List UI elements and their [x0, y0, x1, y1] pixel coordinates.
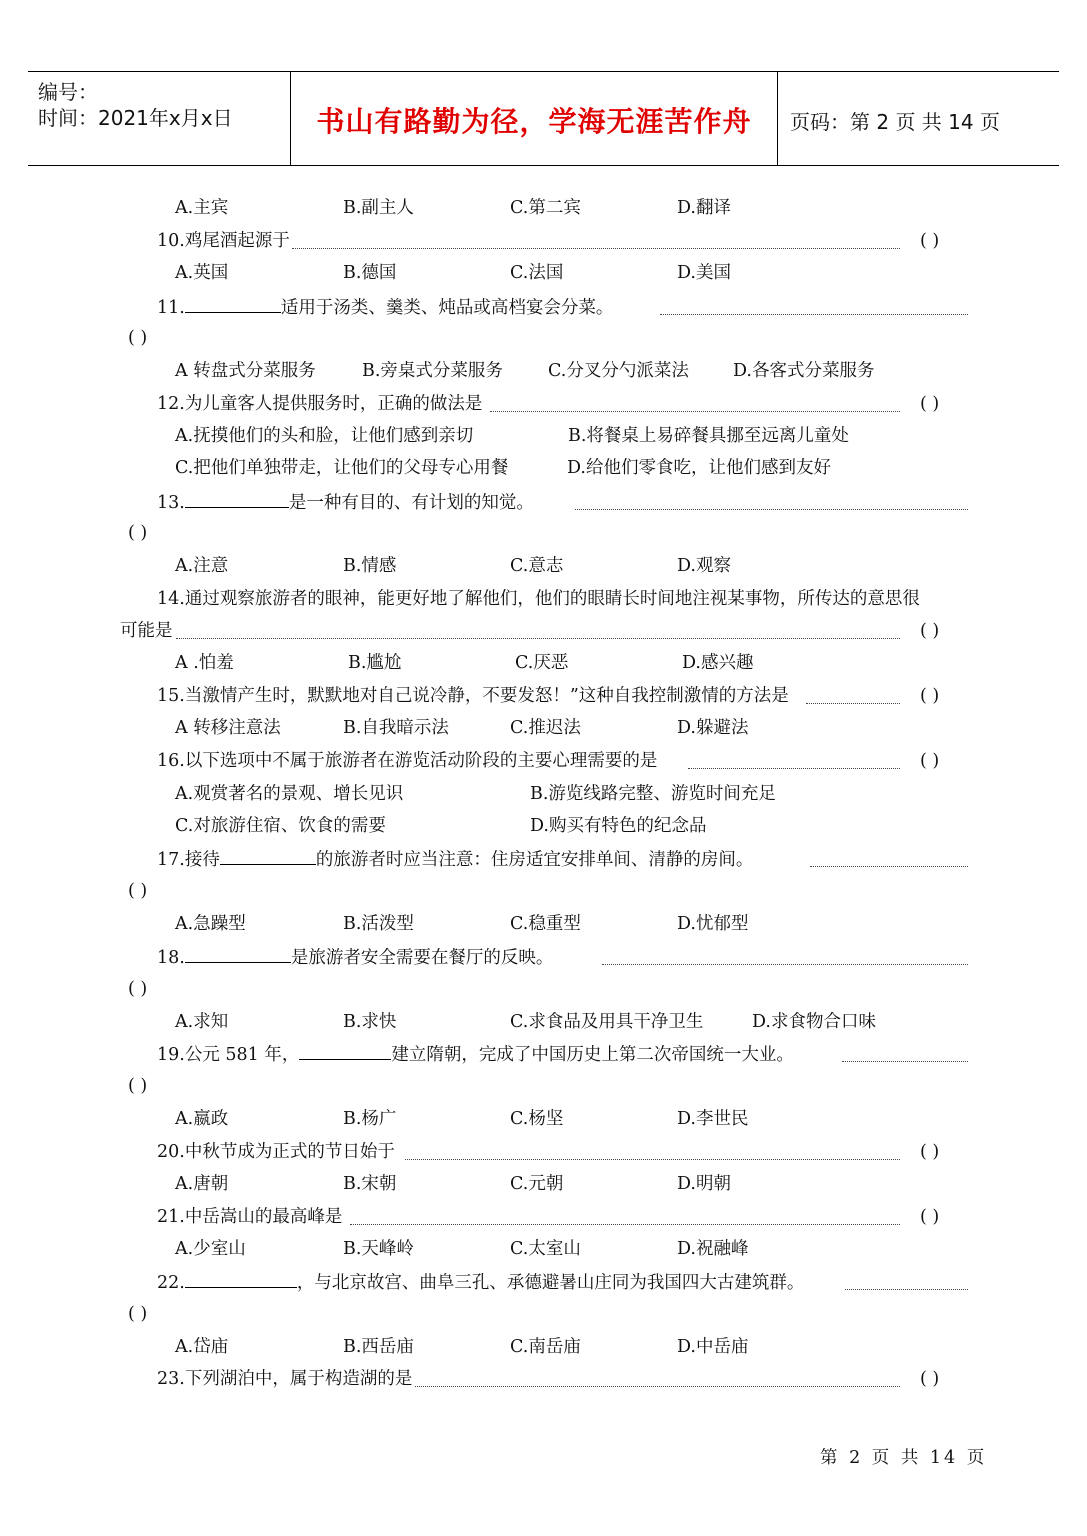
option: B.求快: [343, 1012, 397, 1032]
option: C.推迟法: [510, 718, 581, 738]
leader-dots: [660, 298, 968, 315]
option: C.南岳庙: [510, 1337, 581, 1357]
option: D.中岳庙: [677, 1337, 749, 1357]
leader-dots: [350, 1208, 900, 1225]
option: D.忧郁型: [677, 914, 749, 934]
question-stem: [157, 230, 290, 252]
answer-paren: ( ): [920, 1142, 940, 1162]
question-text: 当激情产生时，默默地对自己说冷静，不要发怒！”这种自我控制激情的方法是: [184, 686, 789, 706]
header-left-cell: [28, 72, 291, 165]
time-label: 时间：2021年x月x日: [38, 106, 233, 130]
header-center-cell: [291, 72, 778, 165]
option: C.太室山: [510, 1239, 581, 1259]
option: A.英国: [175, 263, 229, 283]
question-number: 18.: [157, 948, 185, 968]
question-stem: [157, 588, 920, 610]
option: D.购买有特色的纪念品: [530, 816, 707, 836]
option: C.元朝: [510, 1174, 564, 1194]
question-text: 中秋节成为正式的节日始于: [184, 1142, 395, 1162]
answer-paren: ( ): [920, 394, 940, 414]
option: A 转移注意法: [175, 718, 281, 738]
option: D.翻译: [677, 198, 731, 218]
question-number: 20.: [157, 1142, 185, 1162]
answer-paren: ( ): [128, 523, 148, 543]
question-text: 中岳嵩山的最高峰是: [184, 1207, 343, 1227]
option: D.求食物合口味: [752, 1012, 876, 1032]
question-text: 是旅游者安全需要在餐厅的反映。: [290, 948, 554, 968]
option: C.求食品及用具干净卫生: [510, 1012, 704, 1032]
answer-paren: ( ): [920, 686, 940, 706]
answer-blank[interactable]: [185, 946, 291, 963]
option: B.自我暗示法: [343, 718, 449, 738]
question-text: 通过观察旅游者的眼神，能更好地了解他们，他们的眼睛长时间地注视某事物，所传达的意思很: [184, 589, 920, 609]
option: B.德国: [343, 263, 397, 283]
option: A.主宾: [175, 198, 229, 218]
question-text: 适用于汤类、羹类、炖品或高档宴会分菜。: [280, 298, 614, 318]
option: B.活泼型: [343, 914, 414, 934]
answer-paren: ( ): [920, 1369, 940, 1389]
option: C.分叉分勺派菜法: [548, 361, 689, 381]
option: A.急躁型: [175, 914, 246, 934]
answer-blank[interactable]: [185, 296, 281, 313]
question-stem: [157, 491, 534, 514]
question-number: 11.: [157, 298, 185, 318]
question-number: 19.: [157, 1045, 185, 1065]
leader-dots: [292, 232, 900, 249]
leader-dots: [490, 395, 900, 412]
question-text: 下列湖泊中，属于构造湖的是: [184, 1369, 413, 1389]
option: A.岱庙: [175, 1337, 229, 1357]
option: B.将餐桌上易碎餐具挪至远离儿童处: [568, 426, 849, 446]
option: D.观察: [677, 556, 731, 576]
answer-paren: ( ): [128, 1076, 148, 1096]
option: C.杨坚: [510, 1109, 564, 1129]
leader-dots: [575, 493, 968, 510]
answer-paren: ( ): [920, 231, 940, 251]
leader-dots: [810, 850, 968, 867]
page-header: [28, 71, 1059, 166]
option: B.旁桌式分菜服务: [362, 361, 503, 381]
question-text: 为儿童客人提供服务时，正确的做法是: [184, 394, 483, 414]
question-number: 10.: [157, 231, 185, 251]
question-stem: [157, 946, 553, 969]
option: B.游览线路完整、游览时间充足: [530, 784, 776, 804]
leader-dots: [842, 1045, 968, 1062]
question-text: 建立隋朝，完成了中国历史上第二次帝国统一大业。: [391, 1045, 794, 1065]
question-number: 14.: [157, 589, 185, 609]
option: A.抚摸他们的头和脸，让他们感到亲切: [175, 426, 474, 446]
option: D.李世民: [677, 1109, 749, 1129]
option: D.感兴趣: [682, 653, 754, 673]
question-stem-continued: 可能是: [120, 621, 173, 641]
question-stem: [157, 393, 482, 415]
page-footer: 第 2 页 共 14 页: [820, 1448, 988, 1468]
option: B.宋朝: [343, 1174, 397, 1194]
question-stem: [157, 1271, 804, 1294]
option: D.明朝: [677, 1174, 731, 1194]
leader-dots: [806, 687, 900, 704]
answer-paren: ( ): [920, 621, 940, 641]
question-text-pre: 接待: [184, 850, 220, 870]
answer-paren: ( ): [128, 979, 148, 999]
option: A.求知: [175, 1012, 229, 1032]
option: A.少室山: [175, 1239, 246, 1259]
question-stem: [157, 1206, 342, 1228]
leader-dots: [415, 1370, 900, 1387]
question-text-pre: 公元 581 年，: [184, 1045, 300, 1065]
question-text: 鸡尾酒起源于: [184, 231, 290, 251]
question-stem: [157, 1141, 395, 1163]
answer-blank[interactable]: [299, 1043, 391, 1060]
answer-paren: ( ): [128, 1304, 148, 1324]
answer-paren: ( ): [920, 751, 940, 771]
question-number: 17.: [157, 850, 185, 870]
option: A.注意: [175, 556, 229, 576]
option: D.给他们零食吃，让他们感到友好: [567, 458, 831, 478]
question-number: 22.: [157, 1273, 185, 1293]
question-number: 13.: [157, 493, 185, 513]
option: D.各客式分菜服务: [733, 361, 875, 381]
leader-dots: [845, 1273, 968, 1290]
option: D.躲避法: [677, 718, 749, 738]
option: C.稳重型: [510, 914, 581, 934]
option: D.美国: [677, 263, 731, 283]
option: B.西岳庙: [343, 1337, 414, 1357]
question-text: 是一种有目的、有计划的知觉。: [288, 493, 534, 513]
option: A.观赏著名的景观、增长见识: [175, 784, 404, 804]
option: B.副主人: [343, 198, 414, 218]
serial-number-label: 编号：: [38, 80, 98, 104]
question-number: 23.: [157, 1369, 185, 1389]
question-number: 15.: [157, 686, 185, 706]
option: C.法国: [510, 263, 564, 283]
option: A 转盘式分菜服务: [175, 361, 316, 381]
question-stem: [157, 848, 753, 871]
leader-dots: [176, 622, 900, 639]
question-stem: [157, 750, 657, 772]
answer-paren: ( ): [128, 881, 148, 901]
option: C.厌恶: [515, 653, 569, 673]
answer-blank[interactable]: [185, 1271, 297, 1288]
motto: 书山有路勤为径，学海无涯苦作舟: [316, 105, 752, 138]
question-text: ，与北京故宫、曲阜三孔、承德避暑山庄同为我国四大古建筑群。: [296, 1273, 805, 1293]
question-number: 12.: [157, 394, 185, 414]
option: C.对旅游住宿、饮食的需要: [175, 816, 386, 836]
option: A .怕羞: [175, 653, 234, 673]
option: B.杨广: [343, 1109, 397, 1129]
leader-dots: [405, 1143, 900, 1160]
option: B.天峰岭: [343, 1239, 414, 1259]
leader-dots: [602, 948, 968, 965]
answer-paren: ( ): [920, 1207, 940, 1227]
option: D.祝融峰: [677, 1239, 749, 1259]
answer-blank[interactable]: [185, 491, 289, 508]
question-stem: [157, 1043, 794, 1066]
option: A.唐朝: [175, 1174, 229, 1194]
question-number: 21.: [157, 1207, 185, 1227]
leader-dots: [688, 752, 900, 769]
question-stem: [157, 685, 789, 707]
option: C.意志: [510, 556, 564, 576]
page-indicator: 页码：第 2 页 共 14 页: [790, 110, 1000, 134]
answer-blank[interactable]: [220, 848, 316, 865]
option: B.尴尬: [348, 653, 402, 673]
question-stem: [157, 1368, 412, 1390]
option: A.嬴政: [175, 1109, 229, 1129]
header-right-cell: [778, 72, 1059, 165]
question-text: 以下选项中不属于旅游者在游览活动阶段的主要心理需要的是: [184, 751, 658, 771]
answer-paren: ( ): [128, 328, 148, 348]
question-text: 的旅游者时应当注意：住房适宜安排单间、清静的房间。: [315, 850, 754, 870]
question-stem: [157, 296, 613, 319]
option: C.把他们单独带走，让他们的父母专心用餐: [175, 458, 509, 478]
question-number: 16.: [157, 751, 185, 771]
option: B.情感: [343, 556, 397, 576]
option: C.第二宾: [510, 198, 581, 218]
